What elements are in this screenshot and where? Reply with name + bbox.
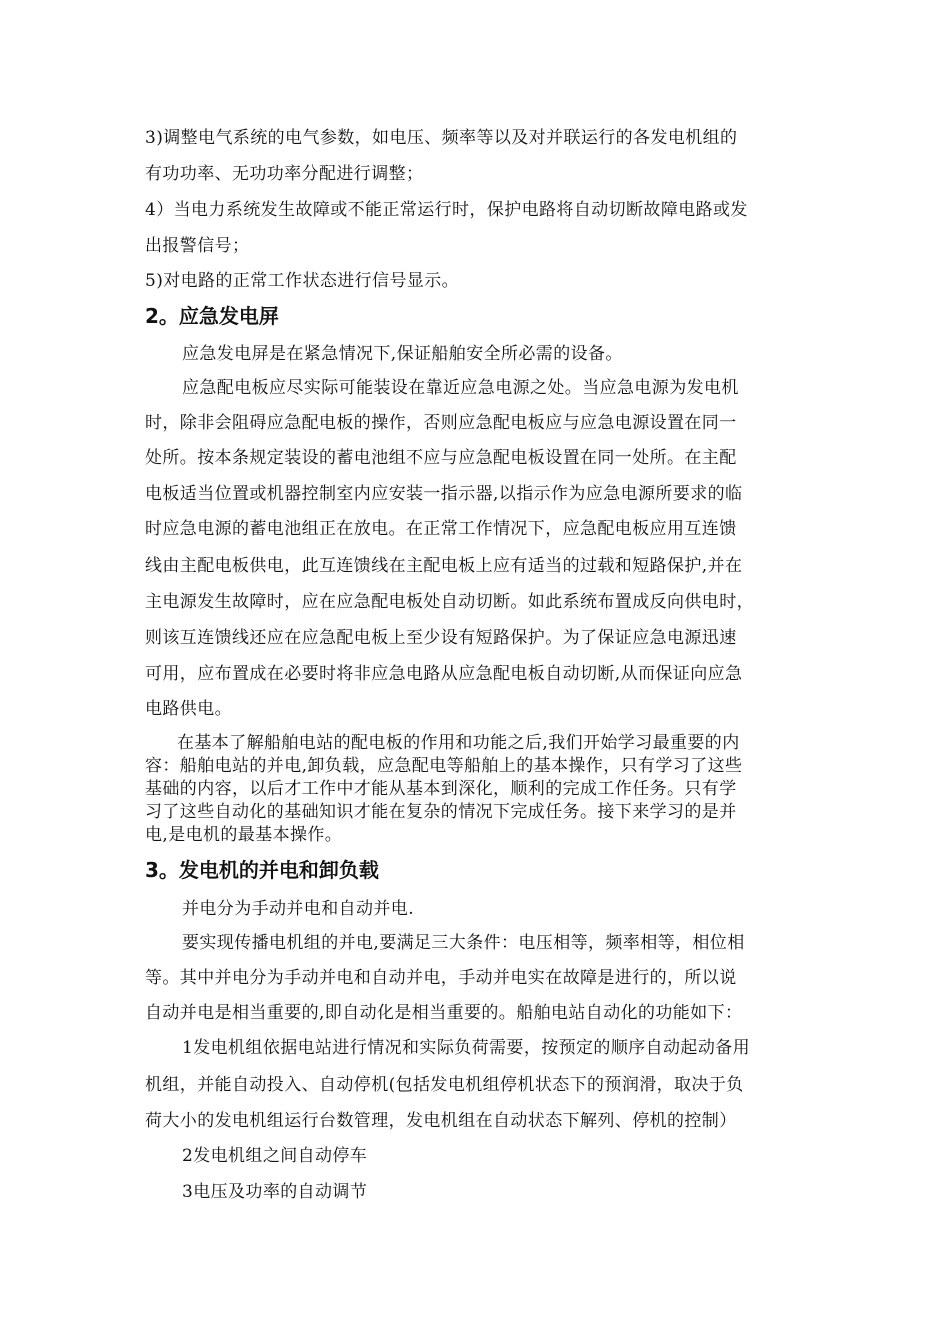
list-item-4-line-2: 出报警信号； bbox=[145, 236, 250, 256]
summary-line-2: 容：船舶电站的并电,卸负载，应急配电等船舶上的基本操作，只有学习了这些 bbox=[145, 756, 743, 776]
list-item-3-line-1: 3)调整电气系统的电气参数，如电压、频率等以及对并联运行的各发电机组的 bbox=[145, 128, 738, 148]
section2-para-line-4: 电板适当位置或机器控制室内应安装一指示器,以指示作为应急电源所要求的临 bbox=[145, 484, 743, 504]
function-item-2: 2发电机组之间自动停车 bbox=[182, 1146, 368, 1166]
section2-para-line-2: 时，除非会阻碍应急配电板的操作，否则应急配电板应与应急电源设置在同一 bbox=[145, 413, 737, 433]
list-item-4-line-1: 4）当电力系统发生故障或不能正常运行时，保护电路将自动切断故障电路或发 bbox=[145, 200, 748, 220]
section3-intro: 并电分为手动并电和自动并电. bbox=[182, 899, 415, 919]
section2-para-line-6: 线由主配电板供电，此互连馈线在主配电板上应有适当的过载和短路保护,并在 bbox=[145, 556, 743, 576]
list-item-3-line-2: 有功功率、无功功率分配进行调整； bbox=[145, 164, 424, 184]
summary-line-5: 电,是电机的最基本操作。 bbox=[145, 825, 343, 845]
section-heading-emergency-generator-panel: 2。应急发电屏 bbox=[145, 304, 279, 328]
section2-para-line-1: 应急配电板应尽实际可能装设在靠近应急电源之处。当应急电源为发电机 bbox=[182, 378, 739, 398]
section-heading-generator-paralleling: 3。发电机的并电和卸负载 bbox=[145, 858, 379, 882]
section2-para-line-7: 主电源发生故障时，应在应急配电板处自动切断。如此系统布置成反向供电时， bbox=[145, 592, 754, 612]
function-item-1-line-1: 1发电机组依据电站进行情况和实际负荷需要，按预定的顺序自动起动备用 bbox=[182, 1038, 751, 1058]
summary-line-4: 习了这些自动化的基础知识才能在复杂的情况下完成任务。接下来学习的是并 bbox=[145, 802, 737, 822]
section2-para-line-10: 电路供电。 bbox=[145, 699, 232, 719]
function-item-1-line-2: 机组，并能自动投入、自动停机(包括发电机组停机状态下的预润滑，取决于负 bbox=[145, 1075, 744, 1095]
list-item-5: 5)对电路的正常工作状态进行信号显示。 bbox=[145, 271, 460, 291]
section2-intro: 应急发电屏是在紧急情况下,保证船舶安全所必需的设备。 bbox=[182, 344, 623, 364]
function-item-1-line-3: 荷大小的发电机组运行台数管理，发电机组在自动状态下解列、停机的控制） bbox=[145, 1111, 737, 1131]
section3-para-line-1: 要实现传播电机组的并电,要满足三大条件：电压相等，频率相等，相位相 bbox=[182, 933, 745, 953]
section2-para-line-5: 时应急电源的蓄电池组正在放电。在正常工作情况下，应急配电板应用互连馈 bbox=[145, 519, 737, 539]
summary-line-1: 在基本了解船舶电站的配电板的作用和功能之后,我们开始学习最重要的内 bbox=[177, 733, 740, 753]
section3-para-line-3: 自动并电是相当重要的,即自动化是相当重要的。船舶电站自动化的功能如下： bbox=[145, 1003, 743, 1023]
section2-para-line-8: 则该互连馈线还应在应急配电板上至少设有短路保护。为了保证应急电源迅速 bbox=[145, 628, 737, 648]
function-item-3: 3电压及功率的自动调节 bbox=[182, 1182, 368, 1202]
section2-para-line-3: 处所。按本条规定装设的蓄电池组不应与应急配电板设置在同一处所。在主配 bbox=[145, 448, 737, 468]
section2-para-line-9: 可用，应布置成在必要时将非应急电路从应急配电板自动切断,从而保证向应急 bbox=[145, 664, 743, 684]
summary-line-3: 基础的内容，以后才工作中才能从基本到深化，顺利的完成工作任务。只有学 bbox=[145, 779, 737, 799]
section3-para-line-2: 等。其中并电分为手动并电和自动并电，手动并电实在故障是进行的，所以说 bbox=[145, 968, 737, 988]
